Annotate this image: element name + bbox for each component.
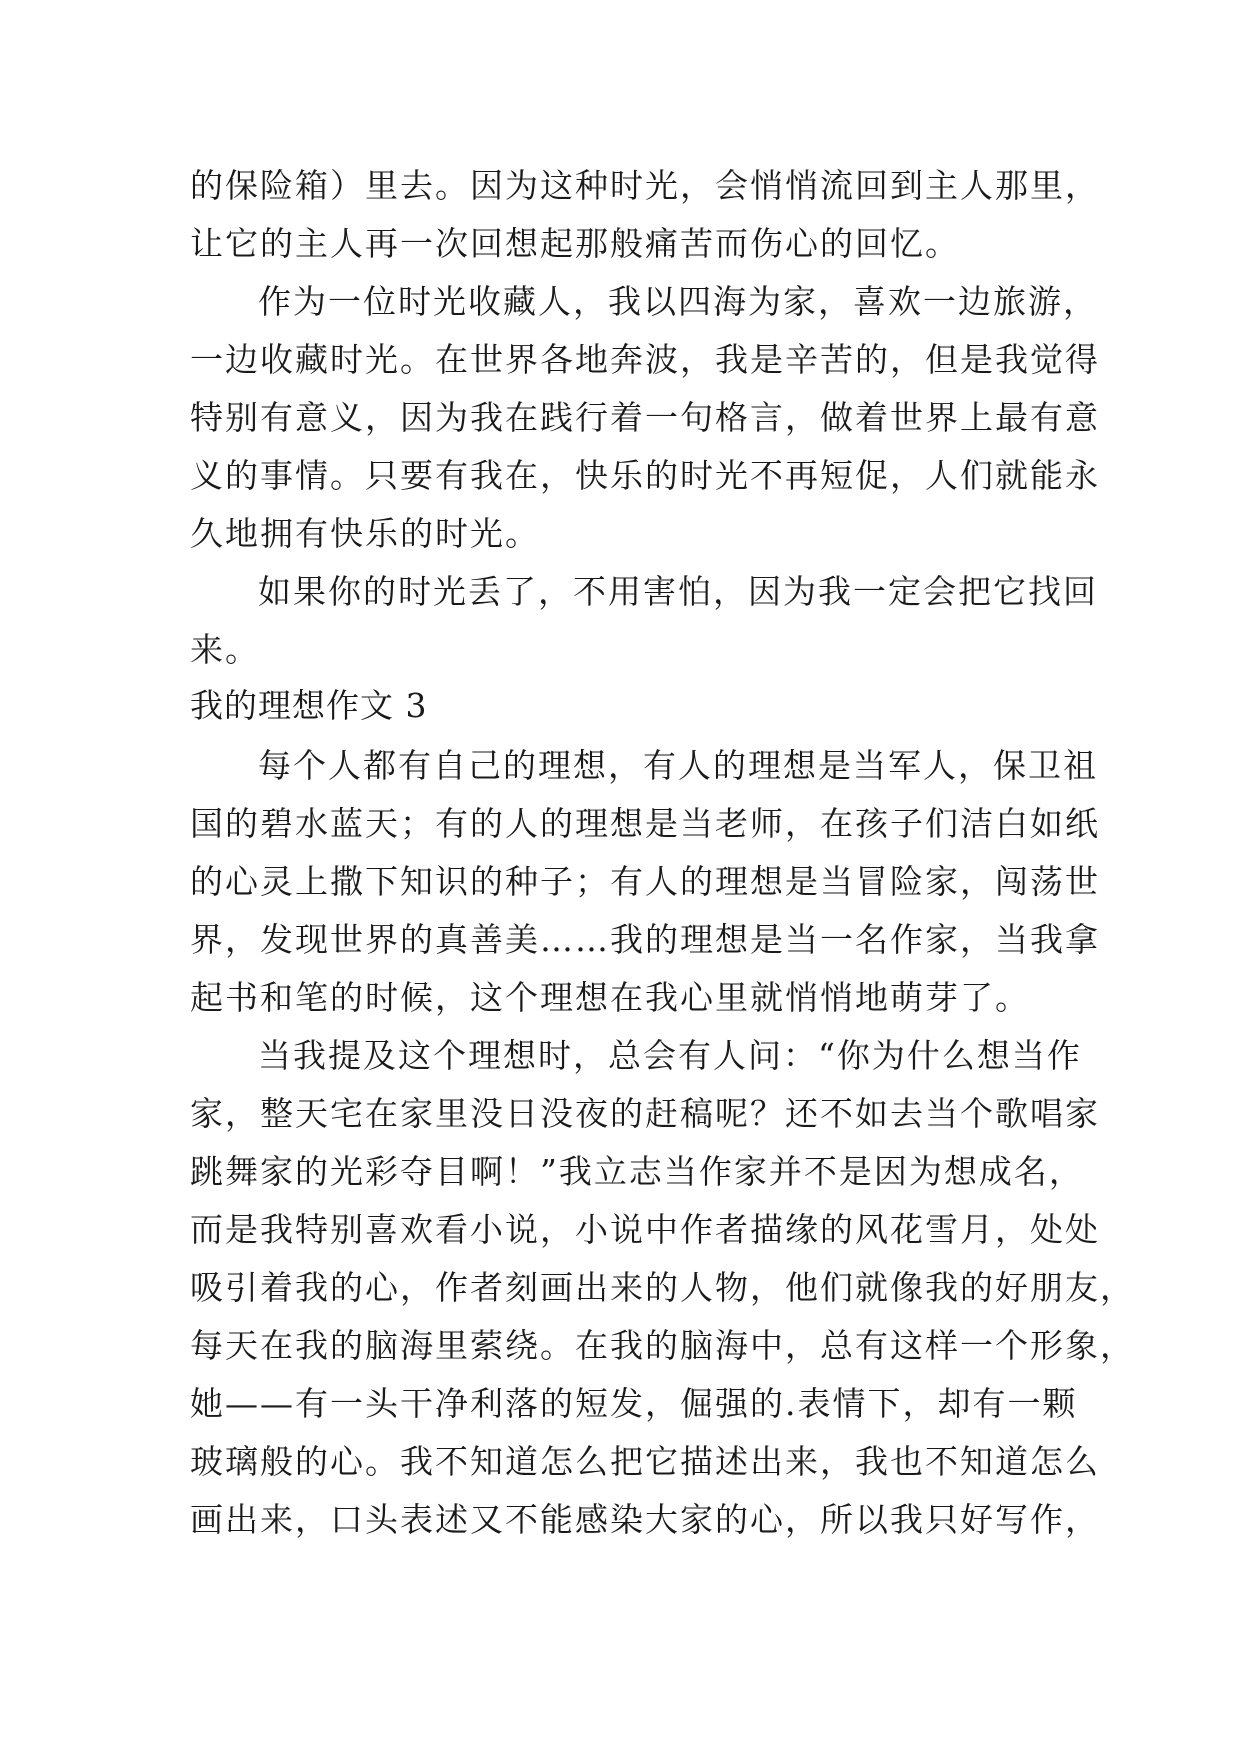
paragraph-line: 界，发现世界的真善美……我的理想是当一名作家，当我拿	[190, 920, 1100, 959]
paragraph-line: 来。	[190, 630, 260, 669]
paragraph-line: 让它的主人再一次回想起那般痛苦而伤心的回忆。	[190, 224, 960, 263]
paragraph-line: 的保险箱）里去。因为这种时光，会悄悄流回到主人那里，	[190, 166, 1100, 205]
paragraph-line: 一边收藏时光。在世界各地奔波，我是辛苦的，但是我觉得	[190, 340, 1100, 379]
paragraph-first-line: 如果你的时光丢了，不用害怕，因为我一定会把它找回	[258, 572, 1098, 611]
paragraph-line: 家，整天宅在家里没日没夜的赶稿呢？还不如去当个歌唱家	[190, 1094, 1100, 1133]
paragraph-line: 特别有意义，因为我在践行着一句格言，做着世界上最有意	[190, 398, 1100, 437]
paragraph-line: 画出来，口头表述又不能感染大家的心，所以我只好写作，	[190, 1500, 1100, 1539]
paragraph-line: 而是我特别喜欢看小说，小说中作者描缘的风花雪月，处处	[190, 1210, 1100, 1249]
paragraph-line: 义的事情。只要有我在，快乐的时光不再短促，人们就能永	[190, 456, 1100, 495]
paragraph-line: 她——有一头干净利落的短发，倔强的.表情下，却有一颗	[190, 1384, 1078, 1423]
section-heading: 我的理想作文 3	[190, 686, 428, 725]
paragraph-first-line: 作为一位时光收藏人，我以四海为家，喜欢一边旅游，	[258, 282, 1098, 321]
paragraph-first-line: 每个人都有自己的理想，有人的理想是当军人，保卫祖	[258, 746, 1098, 785]
paragraph-first-line: 当我提及这个理想时，总会有人问：“你为什么想当作	[258, 1036, 1082, 1075]
paragraph-line: 玻璃般的心。我不知道怎么把它描述出来，我也不知道怎么	[190, 1442, 1100, 1481]
paragraph-line: 吸引着我的心，作者刻画出来的人物，他们就像我的好朋友，	[190, 1268, 1135, 1307]
paragraph-line: 每天在我的脑海里萦绕。在我的脑海中，总有这样一个形象，	[190, 1326, 1135, 1365]
paragraph-line: 起书和笔的时候，这个理想在我心里就悄悄地萌芽了。	[190, 978, 1030, 1017]
paragraph-line: 跳舞家的光彩夺目啊！”我立志当作家并不是因为想成名，	[190, 1152, 1084, 1191]
paragraph-line: 久地拥有快乐的时光。	[190, 514, 540, 553]
paragraph-line: 的心灵上撒下知识的种子；有人的理想是当冒险家，闯荡世	[190, 862, 1100, 901]
paragraph-line: 国的碧水蓝天；有的人的理想是当老师，在孩子们洁白如纸	[190, 804, 1100, 843]
